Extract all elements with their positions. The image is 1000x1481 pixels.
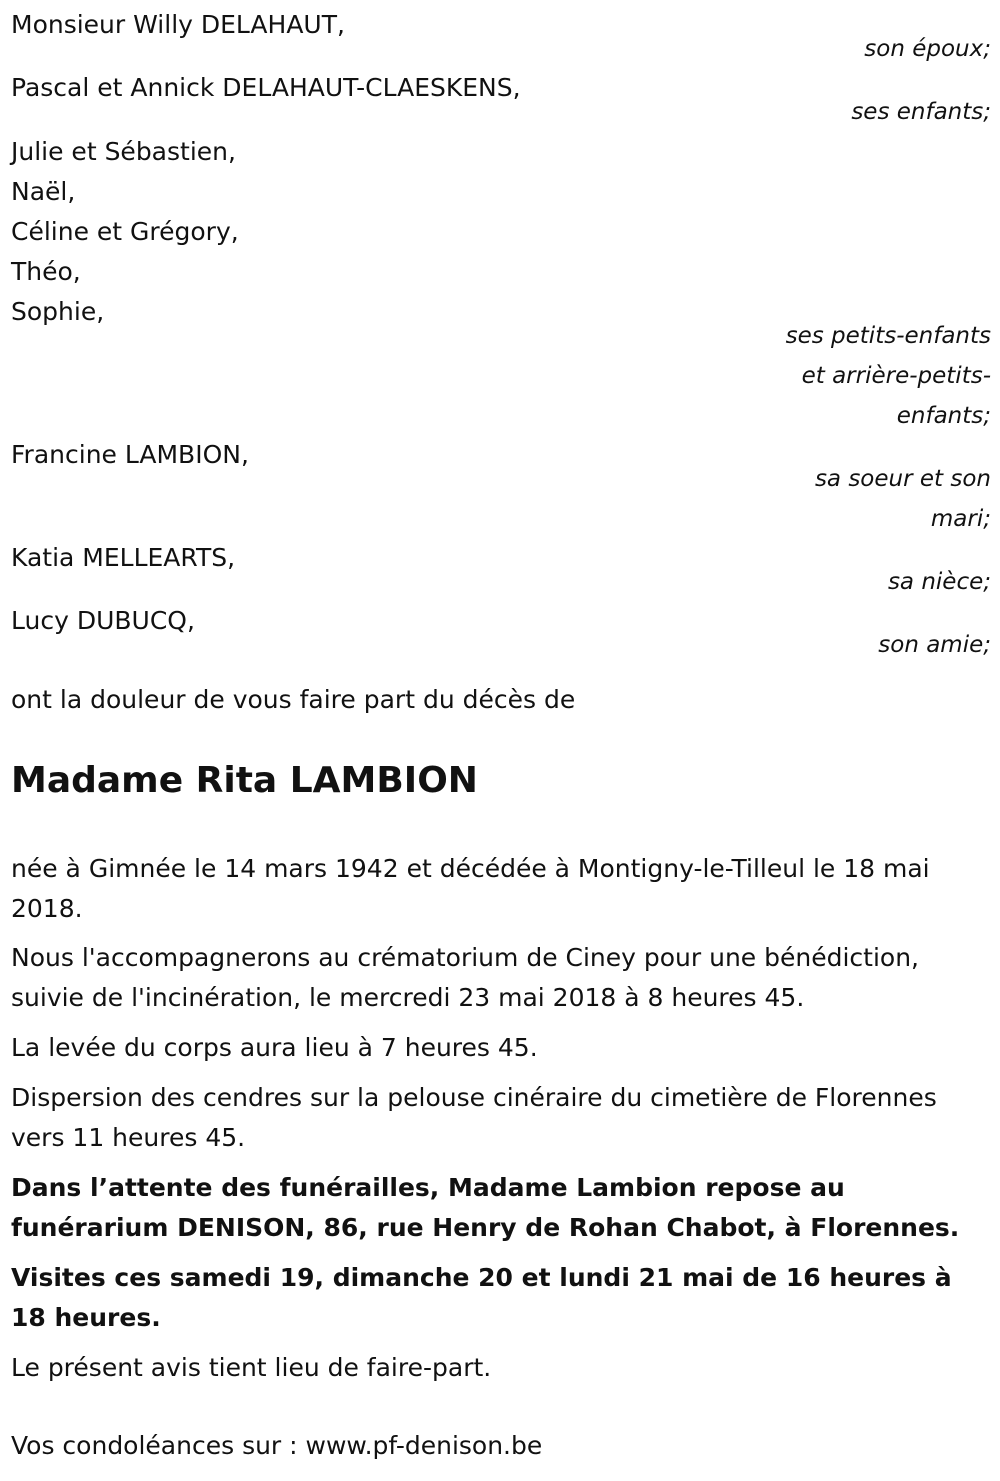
grandchildren-role-line: enfants;: [896, 403, 991, 429]
husband-role: son époux;: [864, 36, 991, 62]
details-block: [11, 849, 991, 1388]
grandchild-name: Sophie,: [11, 297, 105, 326]
ceremony-text: Nous l'accompagnerons au crématorium de Ciney pour une bénédiction, suivie de l'incinération, le mercredi 23 mai 2018 à 8 heures 45.: [11, 943, 920, 1012]
levee-text: La levée du corps aura lieu à 7 heures 45.: [11, 1033, 538, 1062]
deceased-name: Madame Rita LAMBION: [11, 760, 478, 801]
visites-text: Visites ces samedi 19, dimanche 20 et lundi 21 mai de 16 heures à 18 heures.: [11, 1263, 952, 1332]
family-niece: [11, 538, 991, 602]
deceased-block: [11, 759, 991, 803]
niece-role: sa nièce;: [887, 569, 991, 595]
friend-role: son amie;: [878, 632, 991, 658]
condolences-link[interactable]: www.pf-denison.be: [305, 1431, 543, 1460]
family-sister: [11, 435, 991, 539]
birth-death-text: née à Gimnée le 14 mars 1942 et décédée à Montigny-le-Tilleul le 18 mai 2018.: [11, 854, 930, 923]
sister-role-line: sa soeur et son: [814, 466, 991, 492]
announcement-text: ont la douleur de vous faire part du décès de: [11, 685, 576, 714]
repose-text: Dans l’attente des funérailles, Madame Lambion repose au funérarium DENISON, 86, rue Henry de Rohan Chabot, à Florennes.: [11, 1173, 960, 1242]
grandchild-name: Naël,: [11, 177, 76, 206]
grandchild-name: Céline et Grégory,: [11, 217, 239, 246]
family-children: [11, 68, 991, 132]
sister-name: Francine LAMBION,: [11, 440, 249, 469]
dispersion-text: Dispersion des cendres sur la pelouse cinéraire du cimetière de Florennes vers 11 heures 45.: [11, 1083, 937, 1152]
grandchildren-role-line: ses petits-enfants: [785, 323, 991, 349]
husband-name: Monsieur Willy DELAHAUT,: [11, 10, 345, 39]
condolences-label: Vos condoléances sur :: [11, 1431, 306, 1460]
grandchildren-role-line: et arrière-petits-: [801, 363, 991, 389]
family-friend: [11, 601, 991, 665]
family-grandchildren: [11, 132, 991, 436]
announcement-block: [11, 680, 991, 720]
children-name: Pascal et Annick DELAHAUT-CLAESKENS,: [11, 73, 521, 102]
grandchild-name: Julie et Sébastien,: [11, 137, 236, 166]
niece-name: Katia MELLEARTS,: [11, 543, 236, 572]
grandchild-name: Théo,: [11, 257, 81, 286]
children-role: ses enfants;: [851, 99, 991, 125]
friend-name: Lucy DUBUCQ,: [11, 606, 195, 635]
family-husband: [11, 5, 991, 69]
sister-role-line: mari;: [930, 506, 991, 532]
notice-text: Le présent avis tient lieu de faire-part.: [11, 1353, 492, 1382]
condolences-block: [11, 1426, 991, 1466]
